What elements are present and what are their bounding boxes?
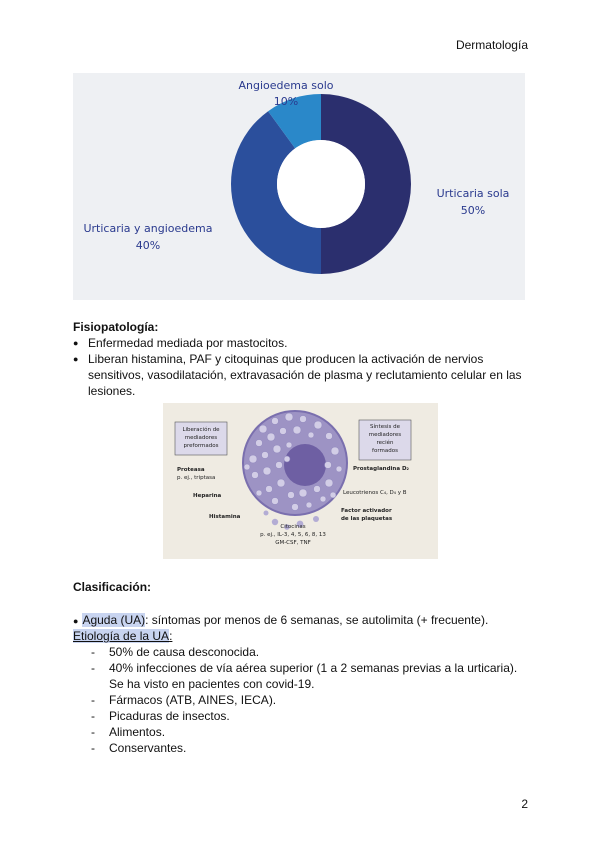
granule: [266, 486, 273, 493]
heparina-label: Heparina: [193, 493, 222, 499]
granule: [272, 498, 279, 505]
released-granule: [313, 516, 319, 522]
bullet-dot: ●: [73, 616, 79, 626]
fisiopatologia-title: Fisiopatología:: [73, 320, 159, 334]
list-item: - Picaduras de insectos.: [91, 708, 531, 724]
list-item: - 50% de causa desconocida.: [91, 644, 531, 660]
granule: [330, 492, 336, 498]
etiologia-title: Etiología de la UA: [73, 629, 170, 643]
list-item: - 40% infecciones de vía aérea superior (1 a 2 semanas previas a la urticaria). Se ha visto en pacientes con covid-19.: [91, 660, 531, 692]
clasificacion-title: Clasificación:: [73, 580, 152, 594]
granule: [288, 492, 295, 499]
granule: [244, 464, 250, 470]
proteasa-label: Proteasa: [177, 467, 205, 473]
preformed-line3: preformados: [183, 443, 219, 449]
granule: [325, 479, 333, 487]
newly-formed-line1: Síntesis de: [370, 424, 400, 430]
label-urticaria-sola-pct: 50%: [460, 204, 486, 217]
granule: [262, 452, 269, 459]
granule: [267, 433, 275, 441]
proteasa-sub-label: p. ej., triptasa: [177, 475, 216, 481]
aguda-description: : síntomas por menos de 6 semanas, se autolimita (+ frecuente).: [145, 613, 489, 627]
granule: [308, 432, 314, 438]
mast-cell-svg: [163, 403, 438, 559]
page-header: Dermatología: [455, 38, 528, 52]
etiologia-colon: :: [169, 629, 173, 643]
label-urticaria-angioedema-name: Urticaria y angioedema: [83, 222, 213, 235]
granule: [263, 467, 271, 475]
citocinas-sub2: GM-CSF, TNF: [275, 540, 311, 546]
aguda-item: [73, 612, 543, 629]
granule: [286, 442, 292, 448]
page-number: 2: [521, 797, 528, 811]
granule: [314, 421, 322, 429]
list-item: - Conservantes.: [91, 740, 531, 756]
label-angioedema-pct: 10%: [273, 95, 299, 108]
granule: [256, 440, 263, 447]
granule: [314, 486, 321, 493]
leucotrienos-label: Leucotrienos C₄, D₄ y B: [343, 490, 407, 496]
etiologia-heading: [73, 628, 172, 644]
mast-cell-figure: [163, 403, 438, 559]
granule: [273, 445, 281, 453]
aguda-term-highlight: Aguda (UA): [82, 613, 146, 627]
paf-label-line1: Factor activador: [341, 508, 392, 514]
histamina-label: Histamina: [209, 514, 241, 520]
granule: [249, 455, 257, 463]
granule: [285, 413, 293, 421]
granule: [293, 426, 301, 434]
newly-formed-line2: mediadores: [368, 432, 402, 438]
citocinas-sub1: p. ej., IL-3, 4, 5, 6, 8, 13: [260, 532, 326, 538]
granule: [284, 456, 290, 462]
granule: [292, 504, 299, 511]
granule: [272, 418, 279, 425]
etiologia-list: [91, 644, 531, 756]
prostaglandina-label: Prostaglandina D₂: [353, 466, 409, 472]
preformed-line2: mediadores: [184, 435, 218, 441]
granule: [320, 496, 326, 502]
granule: [299, 489, 307, 497]
granule: [252, 472, 259, 479]
donut-hole: [277, 140, 365, 228]
granule: [331, 447, 339, 455]
granule: [336, 466, 342, 472]
citocinas-label: Citocinas: [280, 524, 306, 530]
granule: [325, 462, 332, 469]
released-granule: [264, 511, 269, 516]
list-item: - Fármacos (ATB, AINES, IECA).: [91, 692, 531, 708]
paf-label-line2: de las plaquetas: [341, 516, 393, 522]
granule: [300, 416, 307, 423]
released-granule: [272, 519, 278, 525]
list-item: - Alimentos.: [91, 724, 531, 740]
list-item: ● Enfermedad mediada por mastocitos.: [73, 335, 533, 351]
granule: [277, 479, 285, 487]
granule: [326, 433, 333, 440]
granule: [280, 428, 287, 435]
preformed-line1: Liberación de: [182, 427, 220, 433]
mast-cell-nucleus: [284, 444, 326, 486]
granule: [256, 490, 262, 496]
granule: [306, 502, 312, 508]
list-item: ● Liberan histamina, PAF y citoquinas que producen la activación de nervios sensitivos, vasodilatación, extravasación de plasma y reclutamiento celular en las lesiones.: [73, 351, 533, 399]
donut-chart-svg: [73, 73, 525, 300]
granule: [259, 425, 267, 433]
newly-formed-line4: formados: [372, 448, 398, 454]
donut-chart: [73, 73, 525, 300]
label-urticaria-angioedema-pct: 40%: [135, 239, 161, 252]
granule: [276, 462, 283, 469]
fisiopatologia-list: [73, 335, 533, 399]
label-urticaria-sola-name: Urticaria sola: [436, 187, 510, 200]
label-angioedema-name: Angioedema solo: [238, 79, 334, 92]
newly-formed-line3: recién: [376, 440, 394, 446]
